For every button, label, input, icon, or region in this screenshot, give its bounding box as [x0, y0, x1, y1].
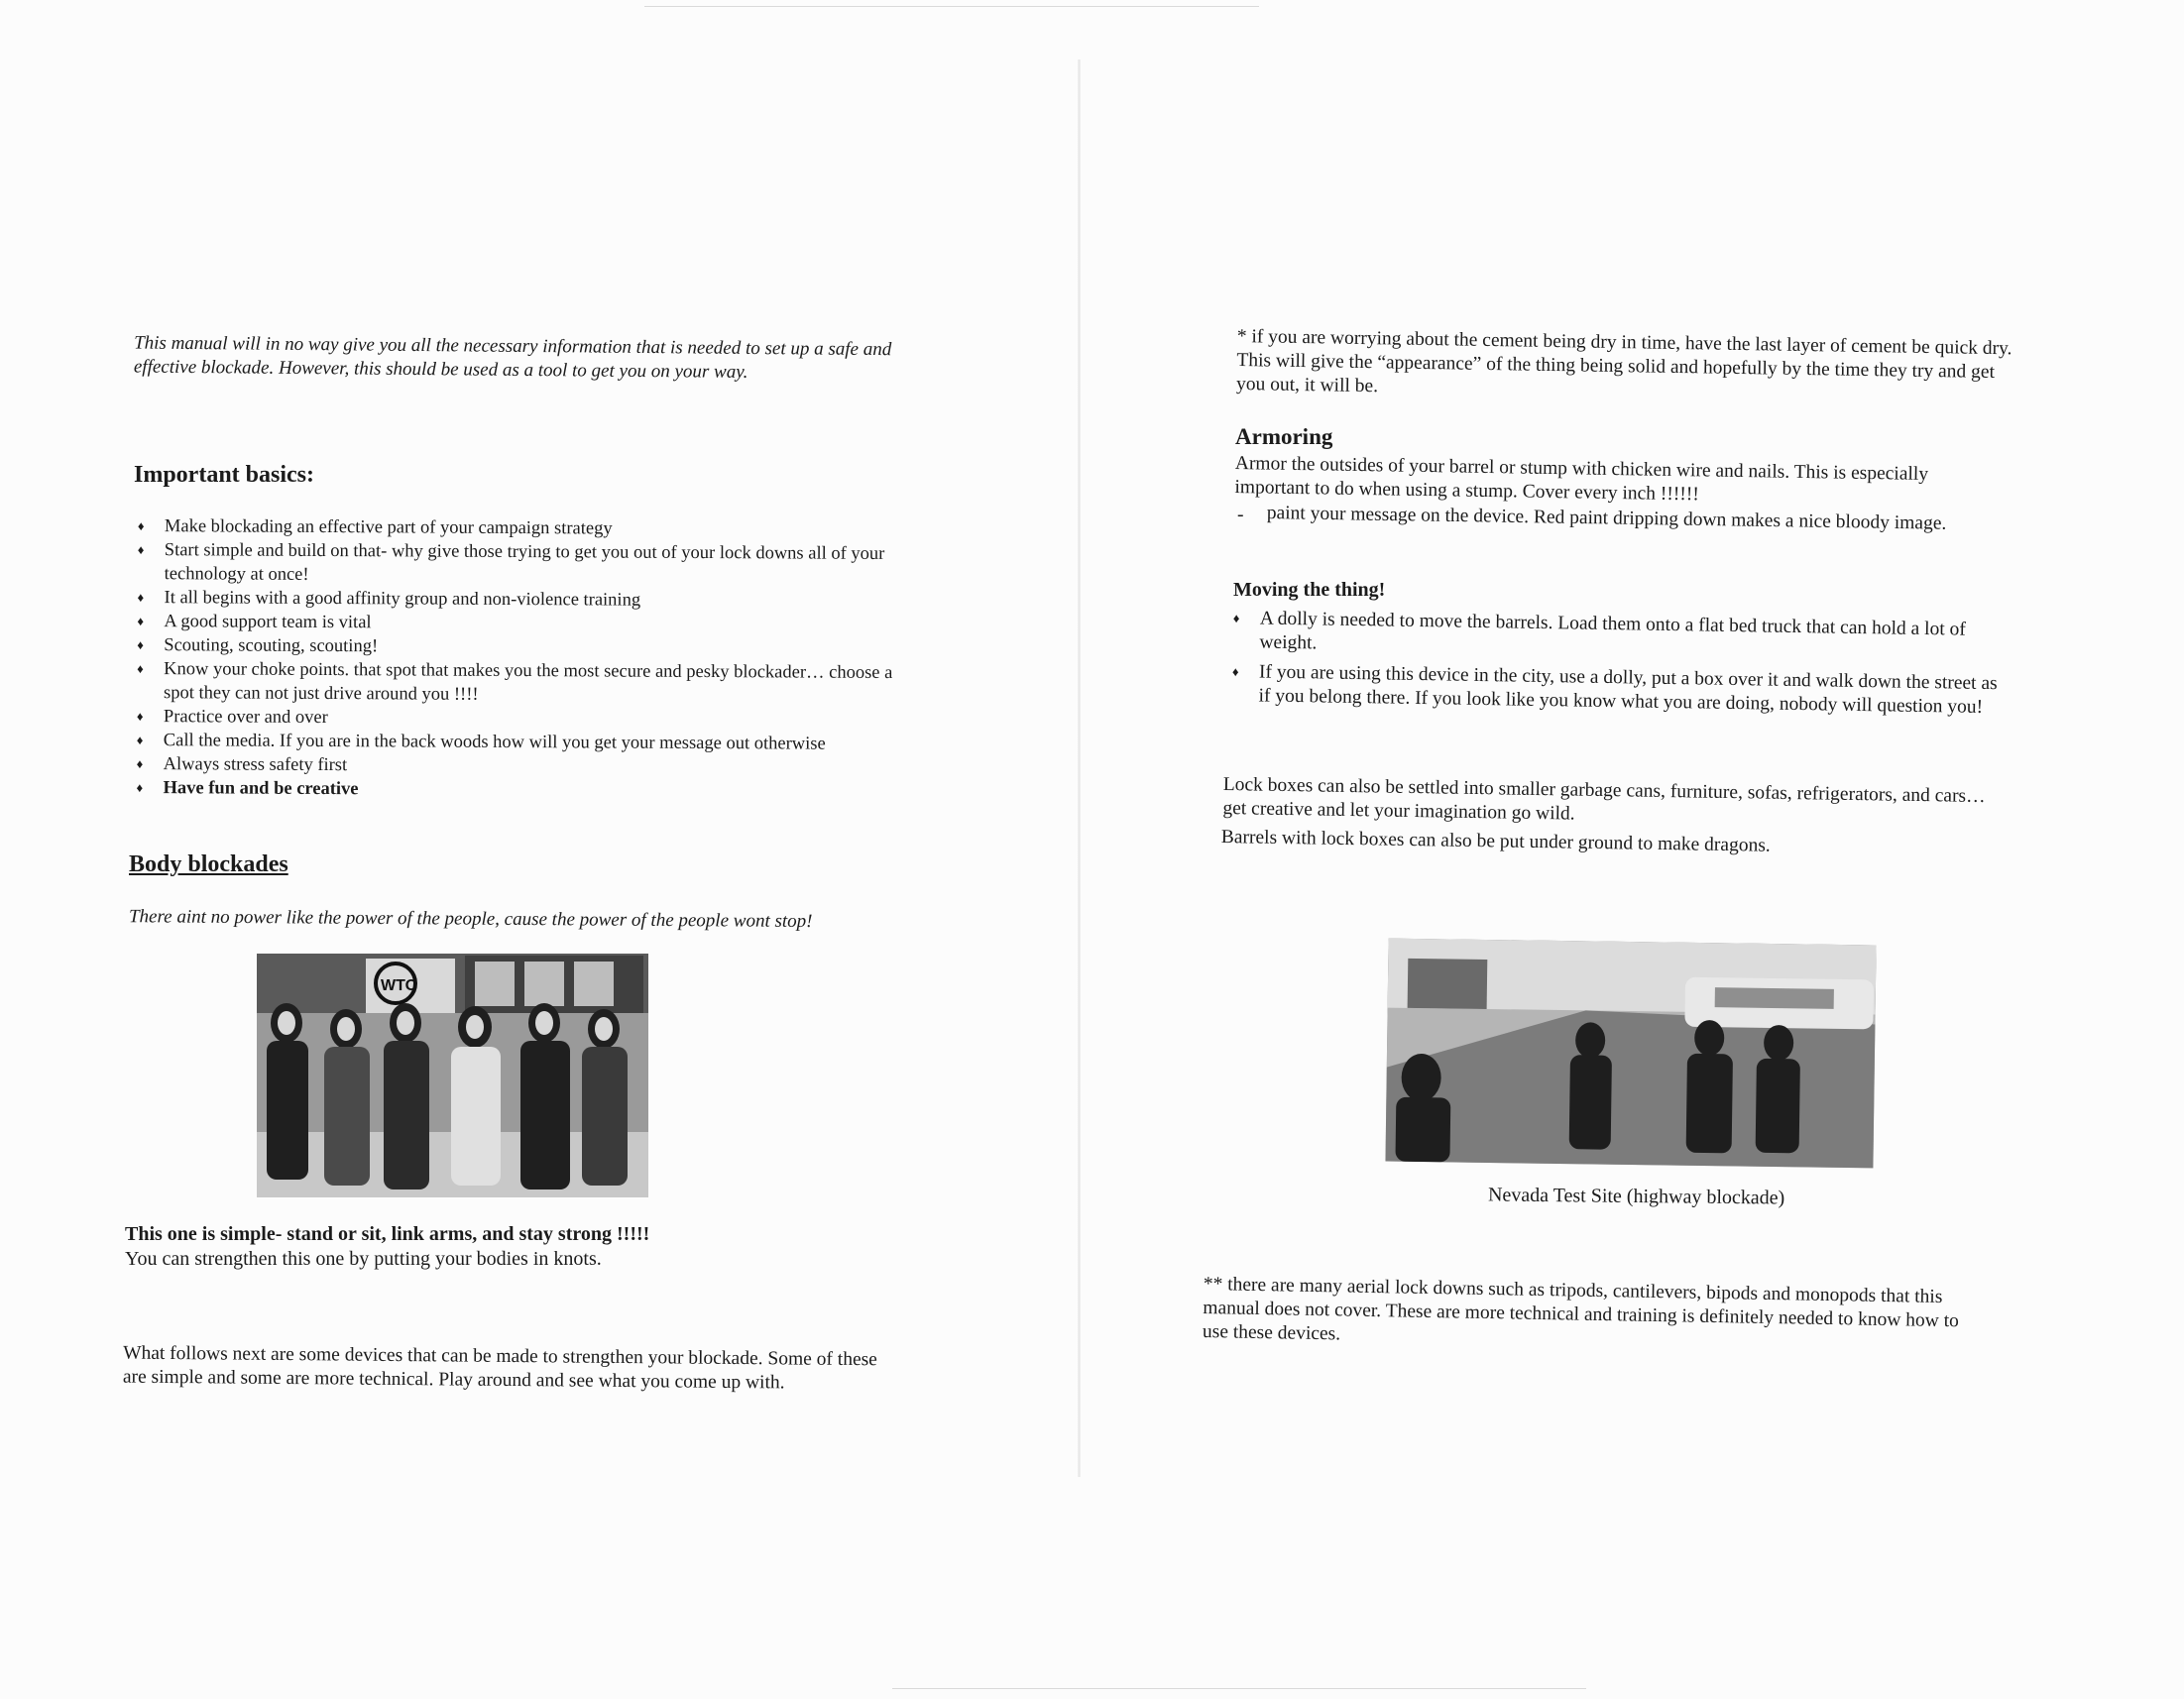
lockbox-text: Lock boxes can also be settled into smaller garbage cans, furniture, sofas, refrigerators, and cars…get creative and let your imagination go wild. [1222, 773, 1986, 825]
important-basics-heading: Important basics: [134, 462, 315, 488]
nevada-test-site-photo [1385, 939, 1876, 1169]
list-item: ♦ Scouting, scouting, scouting! [133, 633, 926, 661]
people-linking-arms-photo-art [257, 954, 648, 1197]
list-item: ♦ Practice over and over [133, 705, 926, 733]
page-fold [1078, 59, 1081, 1477]
list-item: ♦ Call the media. If you are in the back woods how will you get your message out otherwise [133, 729, 926, 756]
diamond-bullet-icon: ♦ [136, 780, 144, 796]
intro-paragraph: This manual will in no way give you all the necessary information that is needed to set up a safe and effective blockade. However, this should be used as a tool to get you on your way. [133, 332, 892, 383]
diamond-bullet-icon: ♦ [1232, 611, 1240, 626]
diamond-bullet-icon: ♦ [1231, 664, 1239, 680]
diamond-bullet-icon: ♦ [137, 590, 145, 606]
body-blockade-photo [257, 954, 648, 1197]
list-item: ♦ A good support team is vital [133, 610, 926, 637]
list-item: ♦ Start simple and build on that- why give those trying to get you out of your lock downs all of your technology at once! [134, 538, 927, 590]
list-item: ♦ Always stress safety first [133, 752, 926, 780]
simple-blockade-bold-text: This one is simple- stand or sit, link arms, and stay strong !!!!! [125, 1223, 650, 1245]
body-quote: There aint no power like the power of the people, cause the power of the people wont stop! [128, 906, 813, 933]
highway-blockade-photo-art [1385, 939, 1876, 1169]
scan-line-bottom [892, 1688, 1586, 1689]
diamond-bullet-icon: ♦ [137, 661, 144, 677]
simple-blockade-text: You can strengthen this one by putting your bodies in knots. [125, 1248, 602, 1270]
diamond-bullet-icon: ♦ [136, 709, 144, 725]
aerial-lockdowns-note: ** there are many aerial lock downs such as tripods, cantilevers, bipods and monopods that this manual does not cover. These are more technical and training is definitely needed to know how to use these devices. [1202, 1273, 1960, 1345]
diamond-bullet-icon: ♦ [136, 756, 144, 772]
body-blockades-heading: Body blockades [129, 851, 288, 877]
diamond-bullet-icon: ♦ [137, 518, 145, 534]
list-item: ♦ If you are using this device in the city, use a dolly, put a box over it and walk down the street as if you belong there. If you look like you know what you are doing, nobody will question you! [1231, 661, 1998, 718]
scan-line-top [644, 6, 1259, 7]
basics-list [132, 514, 926, 804]
moving-heading: Moving the thing! [1233, 579, 1386, 601]
moving-list [1227, 607, 2012, 720]
list-item: ♦ Know your choke points. that spot that makes you the most secure and pesky blockader… choose a spot they can not just drive around you !!!! [133, 657, 926, 709]
armoring-dash: - [1237, 505, 1244, 525]
list-item: ♦ Make blockading an effective part of your campaign strategy [134, 514, 927, 542]
nevada-photo-caption: Nevada Test Site (highway blockade) [1487, 1184, 1785, 1209]
diamond-bullet-icon: ♦ [137, 614, 145, 629]
diamond-bullet-icon: ♦ [137, 637, 144, 653]
armoring-dash-text: paint your message on the device. Red paint dripping down makes a nice bloody image. [1266, 502, 1947, 534]
diamond-bullet-icon: ♦ [137, 542, 145, 558]
list-item: ♦ A dolly is needed to move the barrels. Load them onto a flat bed truck that can hold a lot of weight. [1232, 608, 1966, 654]
cement-note: * if you are worrying about the cement being dry in time, have the last layer of cement be quick dry. This will give the “appearance” of the thing being solid and hopefully by the time they try and get you out, it will be. [1235, 325, 2012, 397]
diamond-bullet-icon: ♦ [136, 733, 144, 748]
armoring-heading: Armoring [1235, 424, 1333, 449]
list-item: ♦ Have fun and be creative [132, 776, 925, 804]
wto-sign-text: WTO [381, 977, 418, 994]
devices-paragraph: What follows next are some devices that can be made to strengthen your blockade. Some of these are simple and some are more technical. Play around and see what you come up with. [122, 1342, 877, 1394]
armoring-text: Armor the outsides of your barrel or stump with chicken wire and nails. This is especially important to do when using a stump. Cover every inch !!!!!! [1234, 452, 1929, 506]
list-item: ♦ It all begins with a good affinity group and non-violence training [133, 586, 926, 614]
left-page [0, 0, 1081, 1699]
barrels-text: Barrels with lock boxes can also be put under ground to make dragons. [1220, 826, 1771, 856]
